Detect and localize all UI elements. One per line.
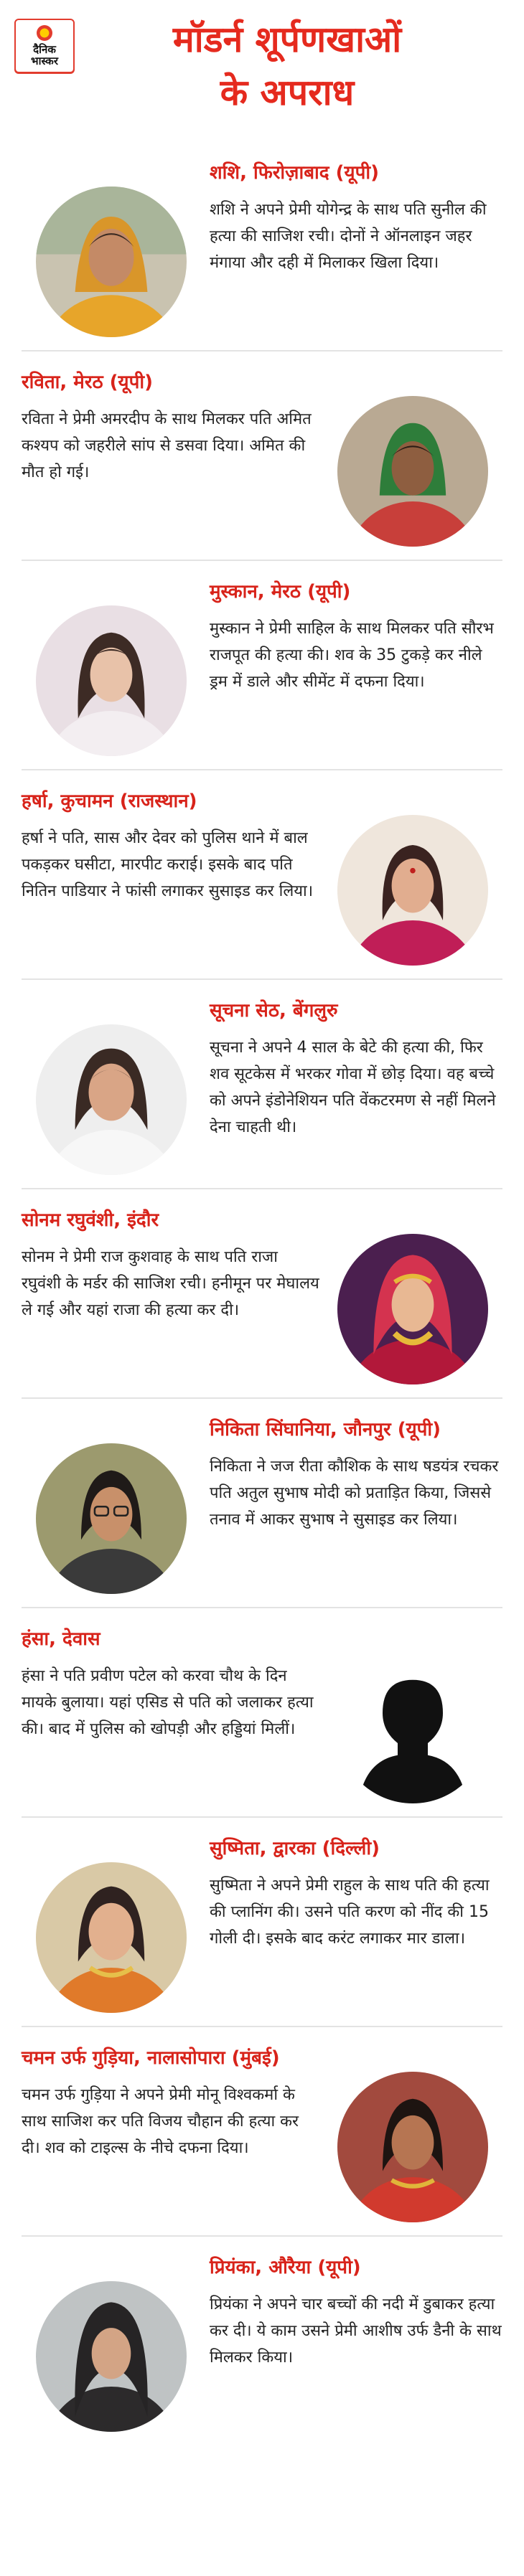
- logo-text-line-1: दैनिक: [33, 43, 56, 56]
- bride-portrait-icon: [337, 1234, 488, 1384]
- profile-description: मुस्कान ने प्रेमी साहिल के साथ मिलकर पति सौरभ राजपूत की हत्या की। शव के 35 टुकड़े कर नीले ड्रम में डाले और सीमेंट में दफना दिया।: [210, 620, 494, 691]
- profile-name: सोनम रघुवंशी, इंदौर: [22, 1209, 159, 1231]
- profile-name: हर्षा, कुचामन (राजस्थान): [22, 791, 197, 812]
- woman-portrait-icon: [36, 1862, 187, 2013]
- profile-card: [22, 561, 502, 770]
- profile-description: प्रियंका ने अपने चार बच्चों की नदी में डुबाकर हत्या कर दी। ये काम उसने प्रेमी आशीष उर्फ डैनी के साथ मिलकर किया।: [210, 2296, 502, 2367]
- dainik-bhaskar-logo: [14, 19, 75, 73]
- profile-name: सुष्मिता, द्वारका (दिल्ली): [210, 1838, 380, 1859]
- profile-description: चमन उर्फ गुड़िया ने अपने प्रेमी मोनू विश्वकर्मा के साथ साजिश कर पति विजय चौहान की हत्या कर दी। शव को टाइल्स के नीचे दफना दिया।: [22, 2086, 299, 2157]
- profile-card: [22, 1608, 502, 1818]
- profile-card: [22, 1189, 502, 1399]
- profile-description: निकिता ने जज रीता कौशिक के साथ षडयंत्र रचकर पति अतुल सुभाष मोदी को प्रताड़ित किया, जिससे तनाव में आकर सुभाष ने सुसाइड कर लिया।: [210, 1458, 499, 1529]
- profile-card: [22, 980, 502, 1189]
- profile-name: चमन उर्फ गुड़िया, नालासोपारा (मुंबई): [22, 2047, 280, 2069]
- profile-description: शशि ने अपने प्रेमी योगेन्द्र के साथ पति सुनील की हत्या की साजिश रची। दोनों ने ऑनलाइन जहर मंगाया और दही में मिलाकर खिला दिया।: [210, 201, 487, 272]
- profile-description: हंसा ने पति प्रवीण पटेल को करवा चौथ के दिन मायके बुलाया। यहां एसिड से पति को जलाकर हत्या की। बाद में पुलिस को खोपड़ी और हड्डियां मिलीं।: [22, 1667, 314, 1738]
- page-title: [86, 13, 488, 119]
- profile-name: सूचना सेठ, बेंगलुरु: [210, 1000, 338, 1022]
- profile-description: सूचना ने अपने 4 साल के बेटे की हत्या की, फिर शव सूटकेस में भरकर गोवा में छोड़ दिया। वह बच्चे को अपने इंडोनेशियन पति वेंकटरमण से नहीं मिलने देना चाहती थी।: [210, 1039, 496, 1136]
- woman-portrait-icon: [36, 1443, 187, 1594]
- woman-portrait-icon: [36, 1024, 187, 1175]
- profile-card: [22, 2237, 502, 2446]
- profile-card: [22, 142, 502, 352]
- profile-card: [22, 352, 502, 561]
- woman-portrait-icon: [36, 187, 187, 337]
- woman-portrait-icon: [337, 396, 488, 547]
- profile-name: शशि, फिरोज़ाबाद (यूपी): [210, 162, 379, 184]
- silhouette-icon: [337, 1653, 488, 1803]
- profile-card: [22, 1818, 502, 2027]
- sun-logo-icon: [37, 25, 52, 41]
- page-title-line-1: मॉडर्न शूर्पणखाओं: [172, 19, 402, 60]
- profile-description: हर्षा ने पति, सास और देवर को पुलिस थाने में बाल पकड़कर घसीटा, मारपीट कराई। इसके बाद पति नितिन पाडियार ने फांसी लगाकर सुसाइड कर लिया।: [22, 829, 314, 900]
- profile-name: हंसा, देवास: [22, 1628, 100, 1650]
- woman-portrait-icon: [337, 2072, 488, 2222]
- woman-portrait-icon: [337, 815, 488, 966]
- page-title-line-2: के अपराध: [220, 72, 355, 113]
- logo-text-line-2: भास्कर: [31, 55, 58, 67]
- profile-description: सुष्मिता ने अपने प्रेमी राहुल के साथ पति की हत्या की प्लानिंग की। उसने पति करण को नींद की 15 गोली दी। इसके बाद करंट लगाकर मार डाला।: [210, 1877, 490, 1948]
- profile-card: [22, 770, 502, 980]
- profile-description: सोनम ने प्रेमी राज कुशवाह के साथ पति राजा रघुवंशी के मर्डर की साजिश रची। हनीमून पर मेघालय ले गई और यहां राजा की हत्या कर दी।: [22, 1248, 319, 1319]
- profile-description: रविता ने प्रेमी अमरदीप के साथ मिलकर पति अमित कश्यप को जहरीले सांप से डसवा दिया। अमित की मौत हो गई।: [22, 410, 312, 481]
- profile-card: [22, 1399, 502, 1608]
- profile-card: [22, 2027, 502, 2237]
- profile-name: रविता, मेरठ (यूपी): [22, 372, 153, 393]
- woman-portrait-icon: [36, 2281, 187, 2432]
- profile-name: निकिता सिंघानिया, जौनपुर (यूपी): [210, 1419, 441, 1440]
- woman-portrait-icon: [36, 605, 187, 756]
- profile-name: मुस्कान, मेरठ (यूपी): [210, 581, 351, 603]
- profile-name: प्रियंका, औरैया (यूपी): [210, 2257, 361, 2278]
